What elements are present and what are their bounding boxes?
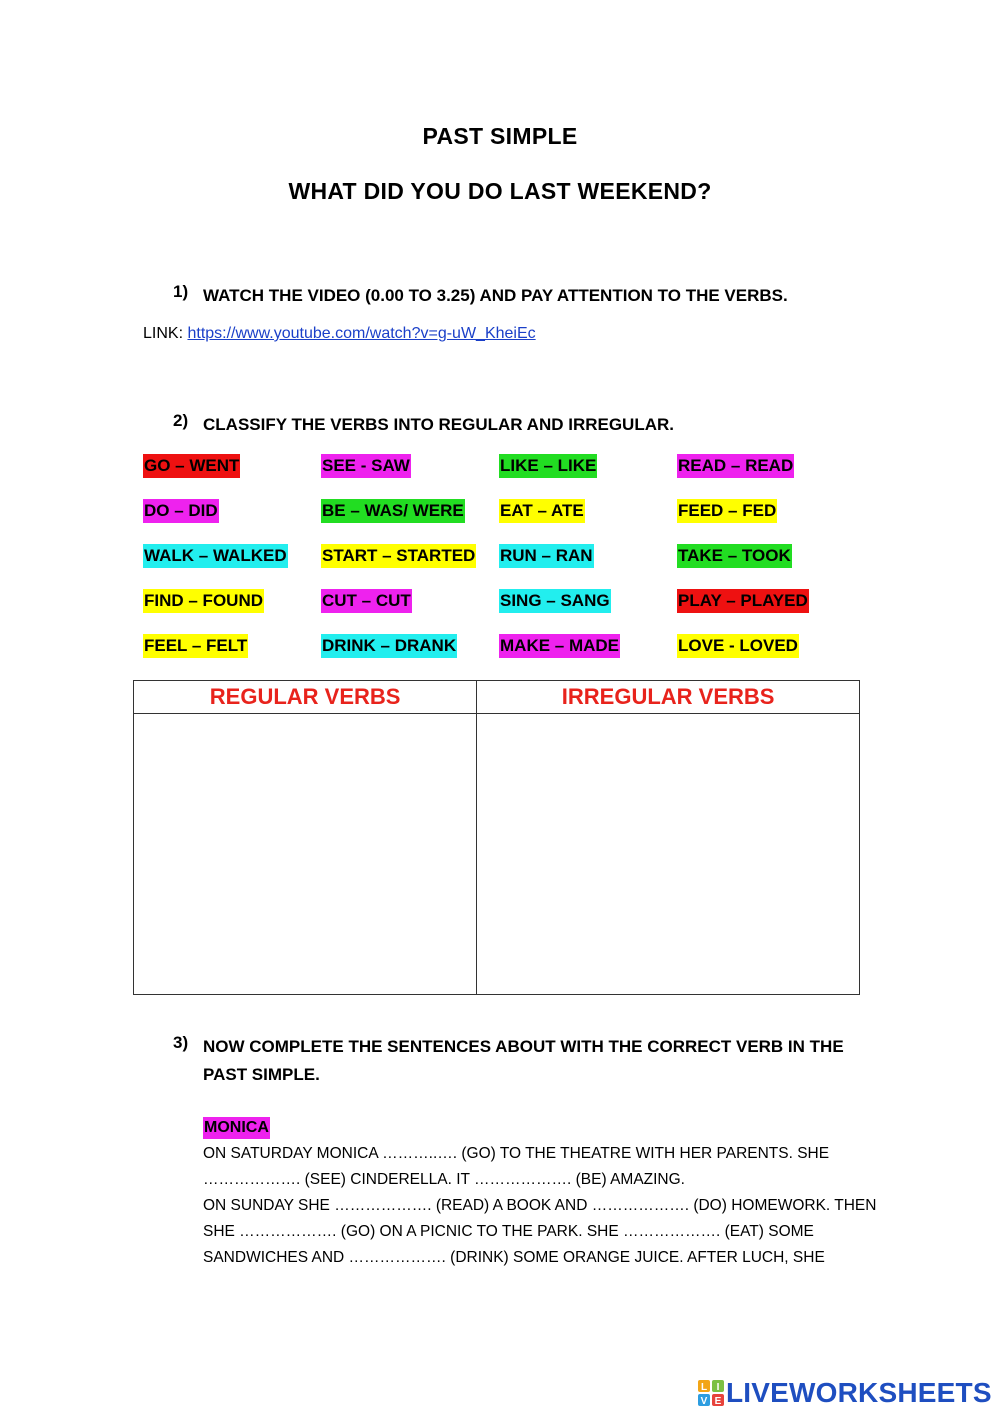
verb-pair[interactable]: TAKE – TOOK <box>677 544 792 568</box>
exercise-line: SHE ………………. (GO) ON A PICNIC TO THE PARK. SHE ………………. (EAT) SOME <box>203 1223 814 1240</box>
exercise-line: ON SUNDAY SHE ………………. (READ) A BOOK AND ………………. (DO) HOMEWORK. THEN <box>203 1197 877 1214</box>
verb-pair[interactable]: DRINK – DRANK <box>321 634 457 658</box>
verb-pair[interactable]: SING – SANG <box>499 589 611 613</box>
irregular-verbs-drop-area[interactable] <box>477 714 860 995</box>
verb-pair[interactable]: RUN – RAN <box>499 544 594 568</box>
verb-pair[interactable]: WALK – WALKED <box>143 544 288 568</box>
svg-text:V: V <box>700 1396 708 1406</box>
video-link[interactable]: https://www.youtube.com/watch?v=g-uW_KheiEc <box>187 325 536 342</box>
verb-pair[interactable]: LIKE – LIKE <box>499 454 597 478</box>
link-label: LINK: <box>143 325 188 342</box>
character-name-tag: MONICA <box>203 1117 270 1139</box>
question-number: 1) <box>173 282 189 301</box>
verb-pair[interactable]: PLAY – PLAYED <box>677 589 809 613</box>
svg-text:I: I <box>716 1382 720 1393</box>
video-link-line <box>143 325 536 343</box>
verb-pair[interactable]: START – STARTED <box>321 544 476 568</box>
question-number: 2) <box>173 411 189 430</box>
verb-pair[interactable]: CUT – CUT <box>321 589 412 613</box>
liveworksheets-logo-text: LIVEWORKSHEETS <box>726 1377 992 1408</box>
page-title: PAST SIMPLE <box>422 123 578 149</box>
verb-pair[interactable]: EAT – ATE <box>499 499 585 523</box>
verb-pair[interactable]: BE – WAS/ WERE <box>321 499 465 523</box>
verb-pair[interactable]: GO – WENT <box>143 454 240 478</box>
exercise-line: ………………. (SEE) CINDERELLA. IT ………………. (BE) AMAZING. <box>203 1171 685 1188</box>
verb-pair[interactable]: DO – DID <box>143 499 219 523</box>
verb-pair[interactable]: FIND – FOUND <box>143 589 264 613</box>
regular-verbs-header: REGULAR VERBS <box>134 681 477 714</box>
svg-text:E: E <box>714 1396 722 1406</box>
verb-pair[interactable]: SEE - SAW <box>321 454 411 478</box>
question-text: WATCH THE VIDEO (0.00 TO 3.25) AND PAY ATTENTION TO THE VERBS. <box>203 286 788 305</box>
page-subtitle: WHAT DID YOU DO LAST WEEKEND? <box>288 178 712 204</box>
exercise-line: SANDWICHES AND ………………. (DRINK) SOME ORANGE JUICE. AFTER LUCH, SHE <box>203 1249 825 1266</box>
irregular-verbs-header: IRREGULAR VERBS <box>477 681 860 714</box>
exercise-line: ON SATURDAY MONICA ………..…. (GO) TO THE THEATRE WITH HER PARENTS. SHE <box>203 1145 830 1162</box>
question-text: NOW COMPLETE THE SENTENCES ABOUT WITH THE CORRECT VERB IN THE PAST SIMPLE. <box>203 1037 844 1084</box>
classification-table <box>133 680 860 995</box>
verb-pair[interactable]: FEEL – FELT <box>143 634 248 658</box>
verb-pair[interactable]: FEED – FED <box>677 499 777 523</box>
exercise-paragraph <box>203 1141 877 1271</box>
question-number: 3) <box>173 1033 189 1052</box>
svg-text:L: L <box>700 1382 708 1393</box>
verb-pair[interactable]: MAKE – MADE <box>499 634 620 658</box>
regular-verbs-drop-area[interactable] <box>134 714 477 995</box>
question-text: CLASSIFY THE VERBS INTO REGULAR AND IRREGULAR. <box>203 415 674 434</box>
verb-pair[interactable]: READ – READ <box>677 454 794 478</box>
liveworksheets-logo-icon <box>698 1380 724 1406</box>
verb-pair[interactable]: LOVE - LOVED <box>677 634 799 658</box>
